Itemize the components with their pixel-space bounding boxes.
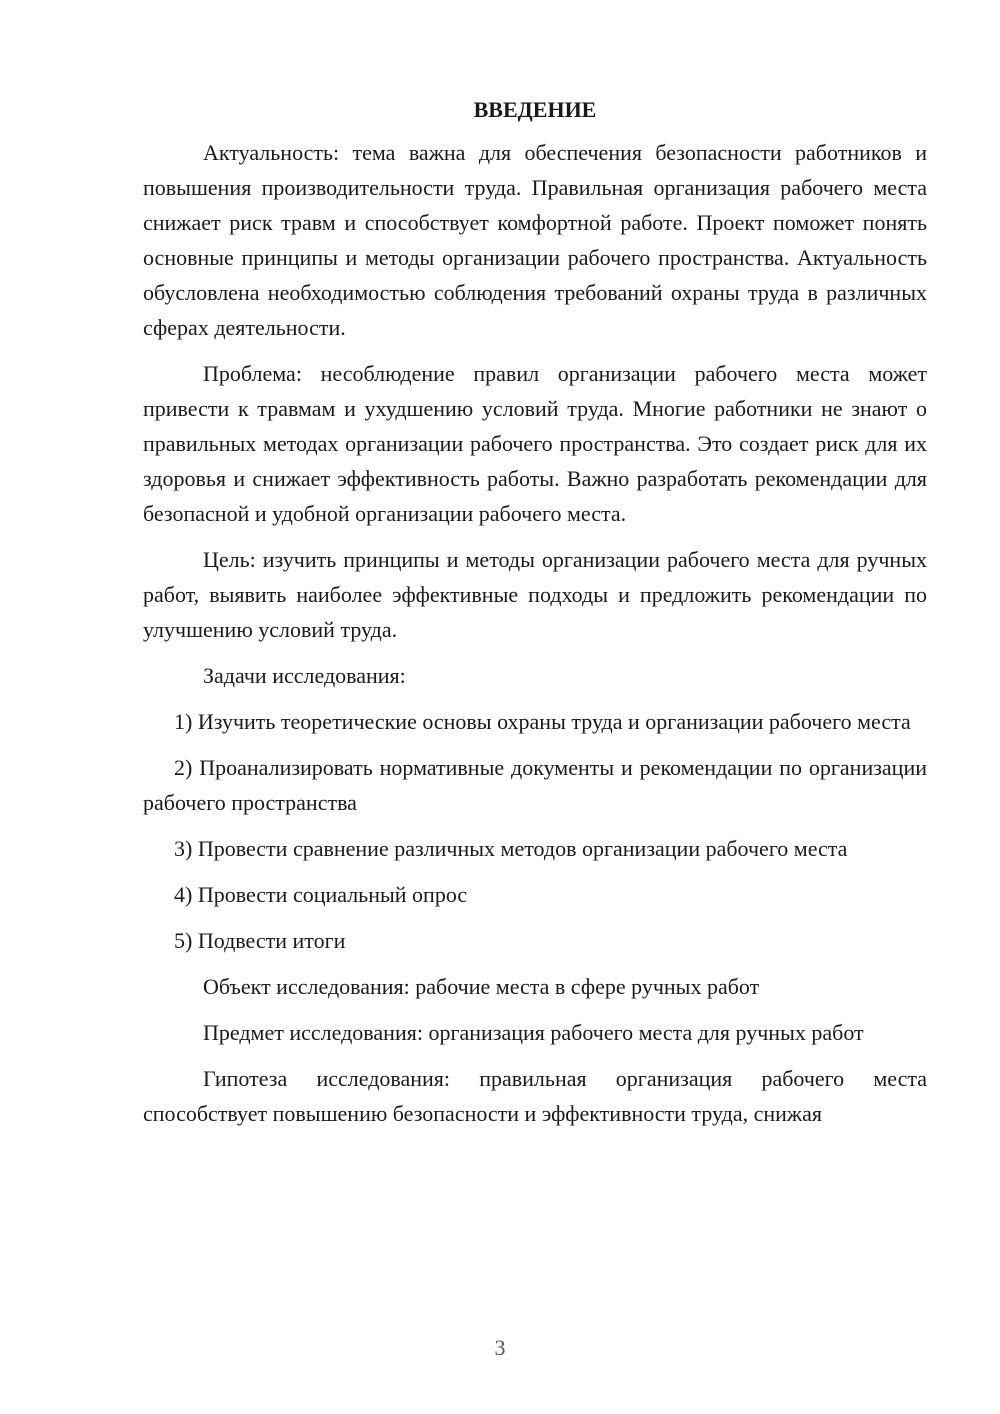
paragraph-subject: Предмет исследования: организация рабочего места для ручных работ (203, 1020, 864, 1045)
paragraph-object: Объект исследования: рабочие места в сфере ручных работ (203, 974, 760, 999)
page-number: 3 (494, 1335, 506, 1360)
task-item-5: 5) Подвести итоги (174, 928, 346, 953)
paragraph-goal: Цель: изучить принципы и методы организации рабочего места для ручных работ, выявить наиболее эффективные подходы и предложить рекомендации по улучшению условий труда. (143, 547, 927, 642)
paragraph-hypothesis: Гипотеза исследования: правильная организация рабочего места способствует повышению безопасности и эффективности труда, снижая (143, 1066, 927, 1126)
task-item-4: 4) Провести социальный опрос (174, 882, 468, 907)
page-title: ВВЕДЕНИЕ (473, 97, 597, 122)
tasks-heading: Задачи исследования: (203, 663, 406, 688)
task-item-3: 3) Провести сравнение различных методов организации рабочего места (174, 836, 848, 861)
paragraph-problem: Проблема: несоблюдение правил организации рабочего места может привести к травмам и ухудшению условий труда. Многие работники не знают о правильных методах организации рабочего пространства. Это создает риск для их здоровья и снижает эффективность работы. Важно разработать рекомендации для безопасной и удобной организации рабочего места. (143, 361, 927, 526)
task-item-1: 1) Изучить теоретические основы охраны труда и организации рабочего места (174, 709, 911, 734)
paragraph-relevance: Актуальность: тема важна для обеспечения безопасности работников и повышения производительности труда. Правильная организация рабочего места снижает риск травм и способствует комфортной работе. Проект поможет понять основные принципы и методы организации рабочего пространства. Актуальность обусловлена необходимостью соблюдения требований охраны труда в различных сферах деятельности. (143, 140, 927, 340)
document-page (143, 95, 927, 1142)
task-item-2: 2) Проанализировать нормативные документы и рекомендации по организации рабочего пространства (143, 755, 927, 815)
